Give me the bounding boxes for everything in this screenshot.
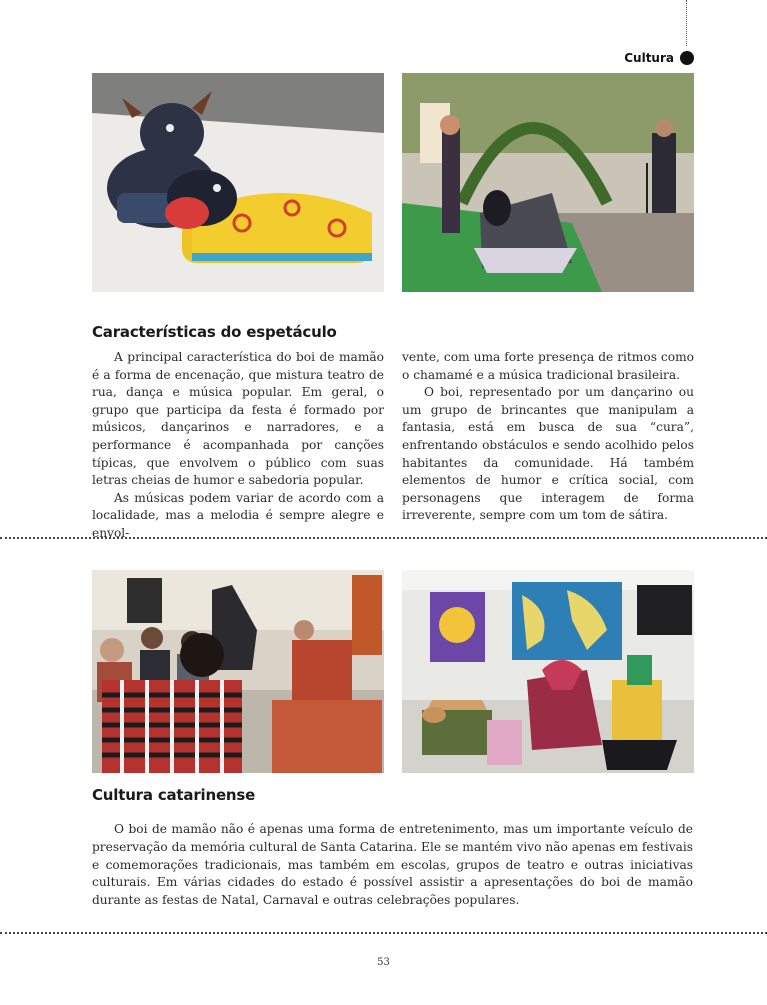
paragraph: A principal característica do boi de mamão é a forma de encenação, que mistura teatro de rua, dança e música popular. Em geral, o grupo que participa da festa é formado por músicos, dançarinos e narradores, e a performance é acompanhada por canções típicas, que envolvem o público com suas letras cheias de humor e sabedoria popular. bbox=[92, 350, 384, 488]
margin-dotted-line bbox=[686, 0, 687, 46]
boi-performance-outdoors-icon bbox=[402, 73, 694, 292]
section-dot-icon bbox=[680, 51, 694, 65]
ceramic-oxen-photo bbox=[92, 73, 384, 292]
audience-watching-boi-icon bbox=[92, 570, 384, 773]
paragraph: O boi, representado por um dançarino ou um grupo de brincantes que manipulam a fantasia, está em busca de sua “cura”, enfrentando obstáculos e sendo acolhido pelos habitantes da comunidade. Há também elementos de humor e crítica social, com personagens que interagem de forma irreverente, sempre com um tom de sátira. bbox=[402, 385, 694, 523]
footer-divider bbox=[0, 932, 767, 934]
article-column-left bbox=[92, 349, 384, 543]
paragraph-continuation: vente, com uma forte presença de ritmos como o chamamé e a música tradicional brasileira. bbox=[402, 350, 694, 382]
paragraph: O boi de mamão não é apenas uma forma de entretenimento, mas um importante veículo de preservação da memória cultural de Santa Catarina. Ele se mantém vivo não apenas em festivais e comemorações tradicionais, mas também em escolas, grupos de teatro e outras iniciativas culturais. Em várias cidades do estado é possível assistir a apresentações do boi de mamão durante as festas de Natal, Carnaval e outras celebrações populares. bbox=[92, 822, 693, 908]
classroom-photo bbox=[402, 570, 694, 773]
boi-performance-photo bbox=[402, 73, 694, 292]
section-divider bbox=[0, 537, 767, 539]
section-tag-label: Cultura bbox=[624, 51, 674, 65]
classroom-boi-costumes-icon bbox=[402, 570, 694, 773]
section-tag bbox=[624, 51, 694, 65]
section-title-espetaculo: Características do espetáculo bbox=[92, 323, 337, 341]
audience-photo bbox=[92, 570, 384, 773]
paragraph: As músicas podem variar de acordo com a localidade, mas a melodia é sempre alegre e envol- bbox=[92, 490, 384, 540]
section-title-cultura-catarinense: Cultura catarinense bbox=[92, 786, 256, 804]
article-column-right bbox=[402, 349, 694, 525]
article-full-width bbox=[92, 821, 693, 910]
page-number: 53 bbox=[377, 957, 390, 968]
ceramic-oxen-figurines-icon bbox=[92, 73, 384, 292]
